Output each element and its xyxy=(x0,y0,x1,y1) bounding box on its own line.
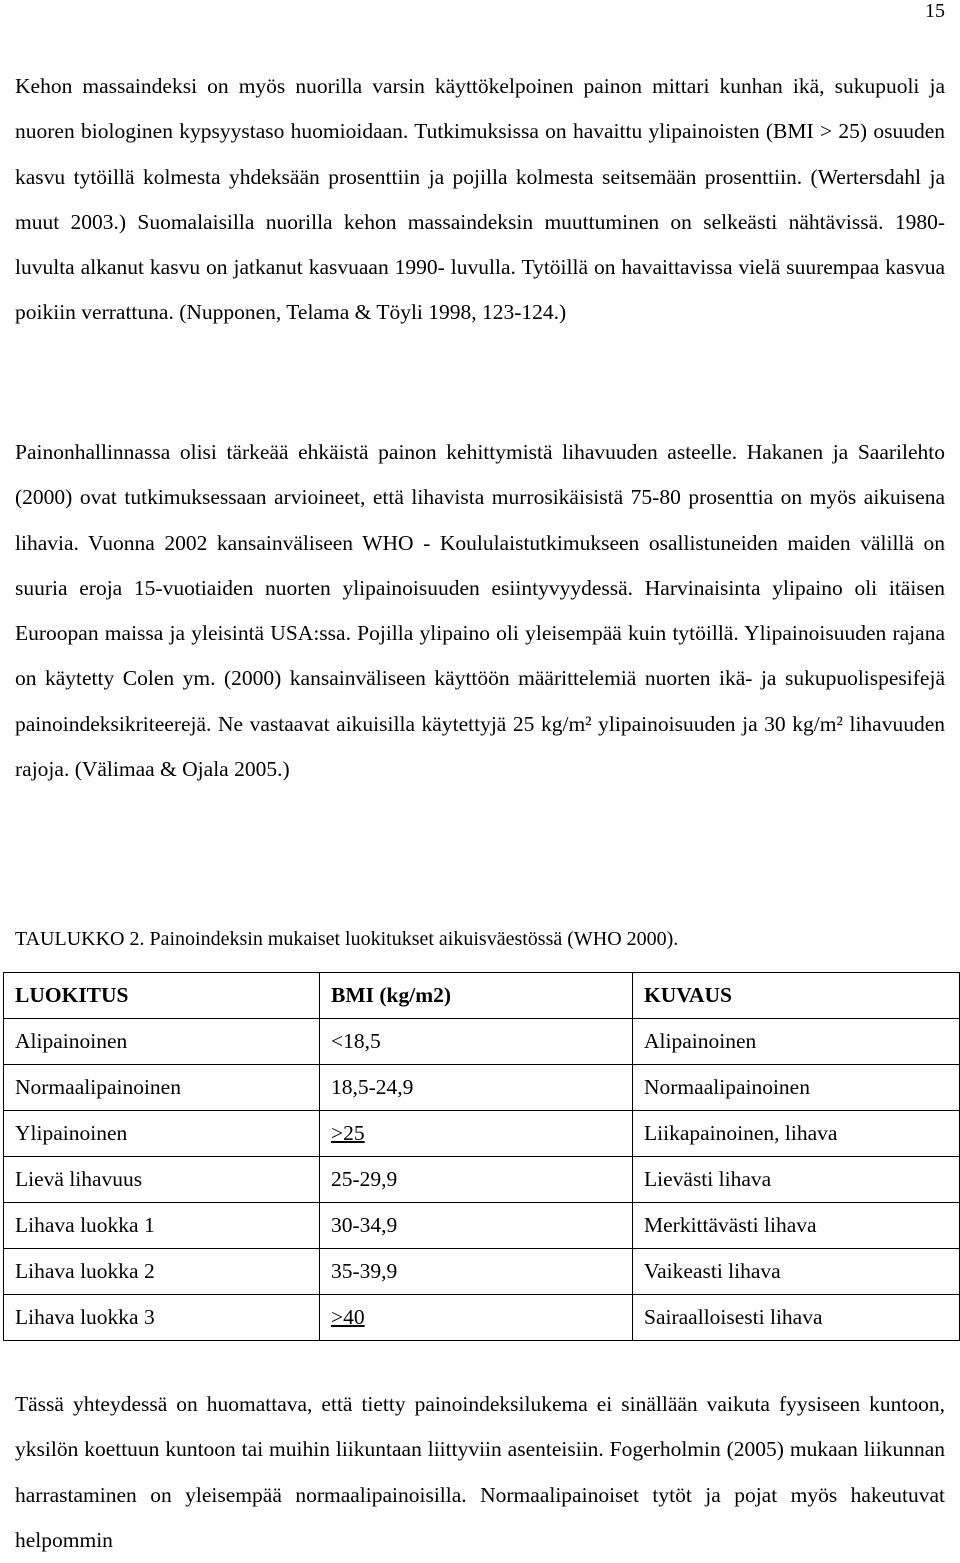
classification-cell: Normaalipainoinen xyxy=(4,1065,320,1111)
table-row xyxy=(4,1065,960,1111)
classification-cell: Lihava luokka 2 xyxy=(4,1249,320,1295)
bmi-cell: <18,5 xyxy=(320,1019,633,1065)
description-cell: Vaikeasti lihava xyxy=(633,1249,960,1295)
column-header-classification: LUOKITUS xyxy=(4,973,320,1019)
bmi-cell: 25-29,9 xyxy=(320,1157,633,1203)
paragraph-bmi-youth: Kehon massaindeksi on myös nuorilla varsin käyttökelpoinen painon mittari kunhan ikä, sukupuoli ja nuoren biologinen kypsyystaso huomioidaan. Tutkimuksissa on havaittu ylipainoisten (BMI > 25) osuuden kasvu tytöillä kolmesta yhdeksään prosenttiin ja pojilla kolmesta seitsemään prosenttiin. (Wertersdahl ja muut 2003.) Suomalaisilla nuorilla kehon massaindeksin muuttuminen on selkeästi nähtävissä. 1980-luvulta alkanut kasvu on jatkanut kasvuaan 1990- luvulla. Tytöillä on havaittavissa vielä suurempaa kasvua poikiin verrattuna. (Nupponen, Telama & Töyli 1998, 123-124.) xyxy=(15,74,945,325)
table-row xyxy=(4,1111,960,1157)
paragraph-weight-management: Painonhallinnassa olisi tärkeää ehkäistä painon kehittymistä lihavuuden asteelle. Hakanen ja Saarilehto (2000) ovat tutkimuksessaan arvioineet, että lihavista murrosikäisistä 75-80 prosenttia on myös aikuisena lihavia. Vuonna 2002 kansainväliseen WHO - Koululaistutkimukseen osallistuneiden maiden välillä on suuria eroja 15-vuotiaiden nuorten ylipainoisuuden esiintyvyydessä. Harvinaisinta ylipaino oli itäisen Euroopan maissa ja yleisintä USA:ssa. Pojilla ylipaino oli yleisempää kuin tytöillä. Ylipainoisuuden rajana on käytetty Colen ym. (2000) kansainväliseen käyttöön määrittelemiä nuorten ikä- ja sukupuolispesifejä painoindeksikriteerejä. Ne vastaavat aikuisilla käytettyjä 25 kg/m² ylipainoisuuden ja 30 kg/m² lihavuuden rajoja. (Välimaa & Ojala 2005.) xyxy=(15,440,945,782)
table-row xyxy=(4,1203,960,1249)
description-cell: Sairaalloisesti lihava xyxy=(633,1295,960,1341)
bmi-cell: >40 xyxy=(320,1295,633,1341)
classification-cell: Lihava luokka 3 xyxy=(4,1295,320,1341)
page-number: 15 xyxy=(925,0,945,22)
bmi-cell: 30-34,9 xyxy=(320,1203,633,1249)
bmi-cell: >25 xyxy=(320,1111,633,1157)
bmi-cell: 35-39,9 xyxy=(320,1249,633,1295)
description-cell: Alipainoinen xyxy=(633,1019,960,1065)
classification-cell: Ylipainoinen xyxy=(4,1111,320,1157)
classification-cell: Lievä lihavuus xyxy=(4,1157,320,1203)
bmi-classification-table xyxy=(3,972,960,1341)
table-row xyxy=(4,1249,960,1295)
table-row xyxy=(4,1157,960,1203)
table-caption: TAULUKKO 2. Painoindeksin mukaiset luokitukset aikuisväestössä (WHO 2000). xyxy=(15,928,679,950)
description-cell: Liikapainoinen, lihava xyxy=(633,1111,960,1157)
paragraph-fitness: Tässä yhteydessä on huomattava, että tietty painoindeksilukema ei sinällään vaikuta fyysiseen kuntoon, yksilön koettuun kuntoon tai muihin liikuntaan liittyviin asenteisiin. Fogerholmin (2005) mukaan liikunnan harrastaminen on yleisempää normaalipainoisilla. Normaalipainoiset tytöt ja pojat myös hakeutuvat helpommin xyxy=(15,1392,945,1552)
description-cell: Merkittävästi lihava xyxy=(633,1203,960,1249)
table-row xyxy=(4,1295,960,1341)
table-header-row xyxy=(4,973,960,1019)
description-cell: Normaalipainoinen xyxy=(633,1065,960,1111)
column-header-description: KUVAUS xyxy=(633,973,960,1019)
classification-cell: Alipainoinen xyxy=(4,1019,320,1065)
bmi-cell: 18,5-24,9 xyxy=(320,1065,633,1111)
column-header-bmi: BMI (kg/m2) xyxy=(320,973,633,1019)
classification-cell: Lihava luokka 1 xyxy=(4,1203,320,1249)
table-row xyxy=(4,1019,960,1065)
description-cell: Lievästi lihava xyxy=(633,1157,960,1203)
